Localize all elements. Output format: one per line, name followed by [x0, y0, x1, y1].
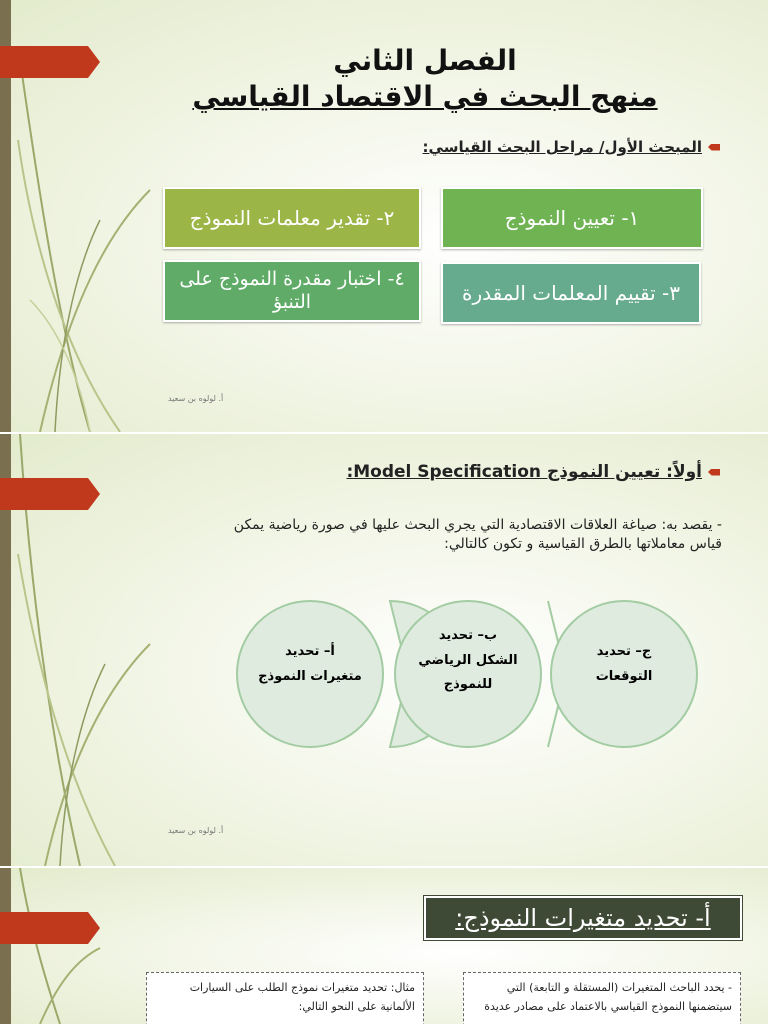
spec-heading-row: [346, 462, 720, 482]
step-a-line2: متغيرات النموذج: [258, 668, 362, 684]
decorative-stems: [0, 868, 160, 1024]
title-arrow-tab: [0, 46, 100, 78]
chapter-subtitle: منهج البحث في الاقتصاد القياسي: [192, 80, 658, 113]
stage-4-label: ٤- اختبار مقدرة النموذج على التنبؤ: [179, 268, 405, 313]
title-arrow-tab: [0, 912, 100, 944]
step-c-line1: ج– تحديد: [596, 644, 652, 659]
example-line2: الألمانية على النحو التالي:: [298, 999, 415, 1013]
stage-4-box: [163, 260, 421, 322]
section-heading: المبحث الأول/ مراحل البحث القياسي:: [422, 138, 702, 156]
stage-2-box: [163, 187, 421, 249]
stage-1-box: [441, 187, 703, 249]
stage-3-box: [441, 262, 701, 324]
example-line1: مثال: تحديد متغيرات نموذج الطلب على السيارات: [189, 981, 415, 994]
definition-line1: - يحدد الباحث المتغيرات (المستقلة و التابعة) التي: [506, 981, 732, 994]
author-footer: أ. لولوه بن سعيد: [168, 394, 224, 403]
slide-3: [0, 868, 768, 1024]
step-b-label: [404, 624, 532, 698]
slide-1: [0, 0, 768, 432]
bullet-arrow-icon: [708, 144, 720, 151]
step-a-line1: أ– تحديد: [285, 644, 335, 659]
stage-1-label: ١- تعيين النموذج: [504, 206, 640, 230]
bullet-arrow-icon: [708, 469, 720, 476]
variables-title: أ- تحديد متغيرات النموذج:: [424, 896, 742, 940]
step-c-label: [560, 640, 688, 689]
chapter-title: الفصل الثاني: [333, 44, 517, 77]
spec-heading: أولاً: تعيين النموذج Model Specification:: [346, 462, 702, 482]
stage-3-label: ٣- تقييم المعلمات المقدرة: [461, 281, 681, 305]
definition-box: [463, 972, 741, 1024]
spec-definition: - يقصد به: صياغة العلاقات الاقتصادية التي يجري البحث عليها في صورة رياضية يمكن قياس معاملاتها بالطرق القياسية و تكون كالتالي:: [233, 517, 722, 552]
step-b-line2: الشكل الرياضي: [418, 652, 518, 668]
definition-line2: سيتضمنها النموذج القياسي بالاعتماد على مصادر عديدة: [484, 999, 732, 1013]
example-box: [146, 972, 424, 1024]
step-a-label: [246, 640, 374, 689]
slide-2: [0, 434, 768, 866]
author-footer: أ. لولوه بن سعيد: [168, 826, 224, 835]
section-heading-row: [423, 138, 720, 156]
stage-2-label: ٢- تقدير معلمات النموذج: [189, 206, 395, 230]
step-c-line2: التوقعات: [595, 668, 653, 684]
step-b-line3: للنموذج: [443, 677, 493, 693]
heading-arrow-tab: [0, 478, 100, 510]
step-b-line1: ب– تحديد: [438, 628, 498, 643]
